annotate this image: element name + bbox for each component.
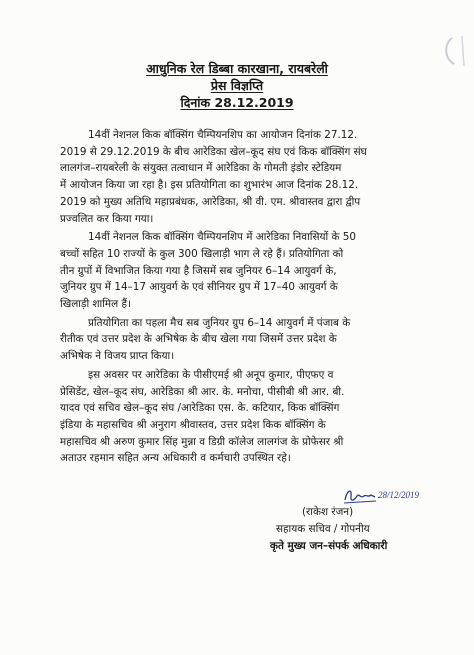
paragraph-4	[60, 367, 417, 467]
letterhead	[0, 60, 474, 111]
text-line: महासचिव श्री अरुण कुमार सिंह मुन्ना व डिग्री कॉलेज लालगंज के प्रोफेसर श्री	[60, 435, 344, 448]
organization-name: आधुनिक रेल डिब्बा कारखाना, रायबरेली	[146, 61, 328, 76]
text-line: प्रेसिडेंट, खेल–कूद संघ, आरेडिका श्री आर. के. मनोचा, पीसीबी श्री आर. बी.	[60, 385, 345, 398]
text-line: 14वीं नेशनल किक बॉक्सिंग चैम्पियनशिप का आयोजन दिनांक 27.12.	[88, 129, 358, 141]
text-line: बच्चों सहित 10 राज्यों के कुल 300 खिलाड़ी भाग ले रहे हैं। प्रतियोगिता को	[60, 247, 344, 260]
signatory-office: कृते मुख्य जन–संपर्क अधिकारी	[270, 540, 388, 552]
text-line: प्रज्वलित कर किया गया।	[60, 212, 154, 225]
document-title: प्रेस विज्ञप्ति	[210, 78, 264, 93]
signatory-designation: सहायक सचिव / गोपनीय	[276, 523, 370, 535]
text-line: इंडिया के महासचिव श्री अनुराग श्रीवास्तव, उत्तर प्रदेश किक बॉक्सिंग के	[60, 418, 326, 431]
text-line: अभिषेक ने विजय प्राप्त किया।	[60, 350, 175, 363]
release-body	[60, 127, 417, 469]
text-line: अताउर रहमान सहित अन्य अधिकारी व कर्मचारी उपस्थित रहे।	[60, 452, 291, 465]
text-line: जुनियर ग्रुप में 14–17 आयुवर्ग के एवं सीनियर ग्रुप में 17–40 आयुवर्ग के	[60, 281, 338, 294]
paragraph-2	[60, 229, 417, 313]
text-line: खिलाड़ी शामिल हैं।	[60, 298, 131, 311]
text-line: यादव एवं सचिव खेल–कूद संघ /आरेडिका एस. के. कटियार, किक बॉक्सिंग	[60, 402, 340, 415]
text-line: में आयोजन किया जा रहा है। इस प्रतियोगिता का शुभारंभ आज दिनांक 28.12.	[60, 179, 359, 192]
paragraph-1	[60, 127, 417, 227]
release-date: दिनांक 28.12.2019	[180, 95, 294, 110]
signature-block	[270, 504, 440, 555]
text-line: 2019 को मुख्य अतिथि महाप्रबंधक, आरेडिका, श्री वी. एम. श्रीवास्तव द्वारा द्वीप	[60, 195, 361, 208]
text-line: लालगंज–रायबरेली के संयुक्त तत्वाधान में आरेडिका के गोमती इंडोर स्टेडियम	[60, 162, 342, 175]
text-line: तीन ग्रुपों में विभाजित किया गया है जिसमें सब जुनियर 6–14 आयुवर्ग के,	[60, 264, 337, 277]
signatory-name: (राकेश रंजन)	[302, 506, 354, 518]
handwritten-date: 28/12/2019	[378, 490, 420, 500]
text-line: रीतीक एवं उत्तर प्रदेश के अभिषेक के बीच खेला गया जिसमें उत्तर प्रदेश के	[60, 333, 337, 346]
text-line: 14वीं नेशनल किक बॉक्सिंग चैम्पियनशिप में आरेडिका निवासियों के 50	[88, 231, 357, 244]
text-line: प्रतियोगिता का पहला मैच सब जुनियर ग्रुप 6–14 आयुवर्ग में पंजाब के	[88, 316, 351, 329]
text-line: इस अवसर पर आरेडिका के पीसीएमई श्री अनूप कुमार, पीएफए व	[88, 368, 334, 381]
text-line: 2019 से 29.12.2019 के बीच आरेडिका खेल–कूद संघ एवं किक बॉक्सिंग संघ	[60, 145, 367, 158]
paragraph-3	[60, 315, 417, 365]
